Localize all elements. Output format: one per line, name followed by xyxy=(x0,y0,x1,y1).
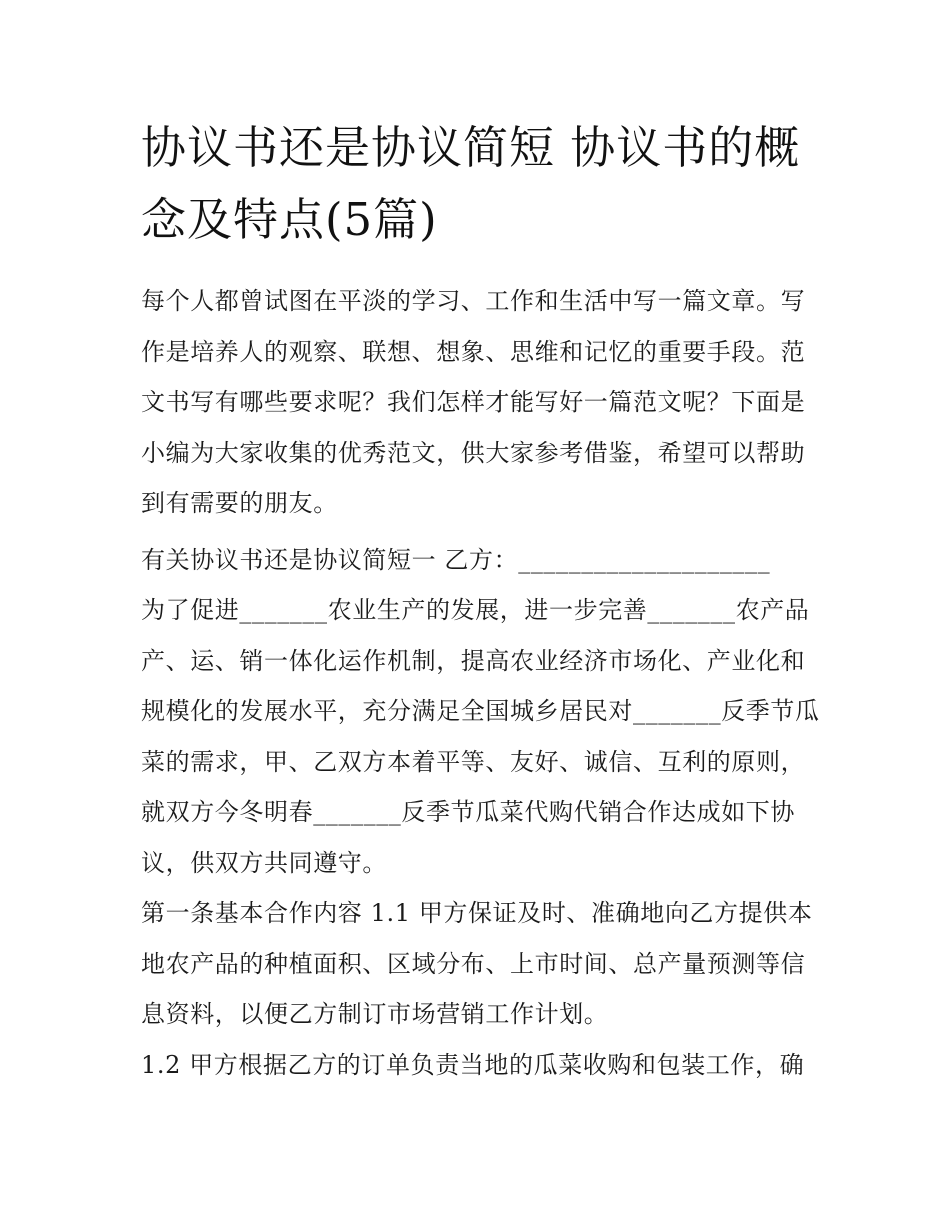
paragraph-preamble: 为了促进_______农业生产的发展，进一步完善_______农产品产、运、销一体化运作机制，提高农业经济市场化、产业化和规模化的发展水平，充分满足全国城乡居民对_______反季节瓜菜的需求，甲、乙双方本着平等、友好、诚信、互利的原则，就双方今冬明春_______反季节瓜菜代购代销合作达成如下协议，供双方共同遵守。 xyxy=(141,596,820,877)
paragraph-clause-1-2: 1.2 甲方根据乙方的订单负责当地的瓜菜收购和包装工作，确 xyxy=(141,1050,805,1079)
document-page xyxy=(141,112,821,1090)
document-title: 协议书还是协议简短 协议书的概念及特点(5篇) xyxy=(141,121,801,246)
paragraph-intro: 每个人都曾试图在平淡的学习、工作和生活中写一篇文章。写作是培养人的观察、联想、想象、思维和记忆的重要手段。范文书写有哪些要求呢？我们怎样才能写好一篇范文呢？下面是小编为大家收集的优秀范文，供大家参考借鉴，希望可以帮助到有需要的朋友。 xyxy=(141,287,806,517)
paragraph-article-1: 第一条基本合作内容 1.1 甲方保证及时、准确地向乙方提供本地农产品的种植面积、区域分布、上市时间、总产量预测等信息资料，以便乙方制订市场营销工作计划。 xyxy=(141,899,813,1028)
paragraph-party-b: 有关协议书还是协议简短一 乙方：____________________ xyxy=(141,545,771,574)
